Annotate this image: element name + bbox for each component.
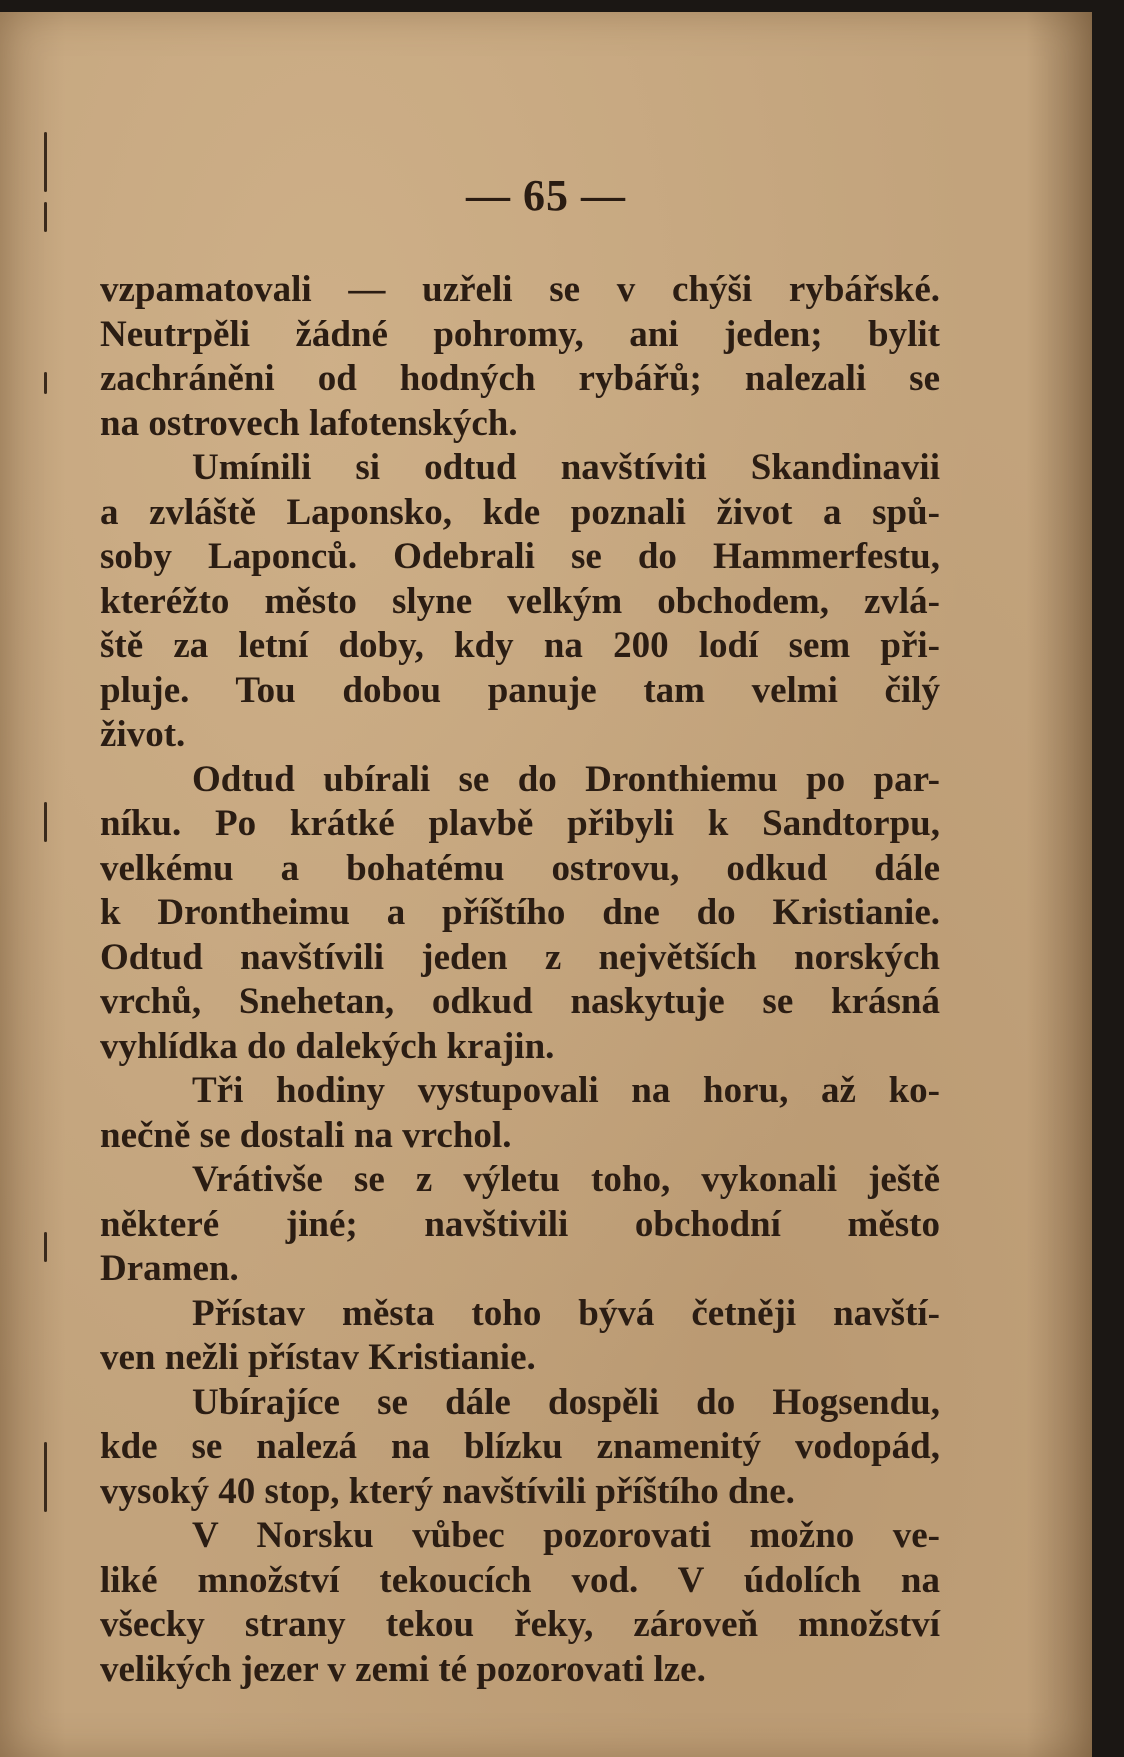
text-line: a zvláště Laponsko, kde poznali život a spů- — [100, 491, 940, 533]
text-line: vyhlídka do dalekých krajin. — [100, 1025, 555, 1067]
text-line: velkému a bohatému ostrovu, odkud dále — [100, 847, 940, 889]
text-line: liké množství tekoucích vod. V údolích na — [100, 1559, 940, 1601]
text-line: Dramen. — [100, 1248, 239, 1289]
text-line: Odtud ubírali se do Dronthiemu po par- — [192, 758, 940, 800]
body-text — [100, 268, 940, 1692]
text-line: níku. Po krátké plavbě přibyli k Sandtorpu, — [100, 803, 940, 844]
text-line: kde se nalezá na blízku znamenitý vodopád, — [100, 1426, 940, 1467]
text-line: Neutrpěli žádné pohromy, ani jeden; bylit — [100, 313, 940, 355]
text-line: zachráněni od hodných rybářů; nalezali se — [100, 358, 940, 399]
text-line: ště za letní doby, kdy na 200 lodí sem při- — [100, 625, 940, 666]
text-line: Odtud navštívili jeden z největších norských — [100, 936, 940, 978]
text-line: kteréžto město slyne velkým obchodem, zvlá- — [100, 580, 940, 622]
text-line: Vrátivše se z výletu toho, vykonali ještě — [192, 1159, 940, 1200]
text-line: vzpamatovali — uzřeli se v chýši rybářské. — [100, 269, 940, 310]
spine-binding-marks — [38, 42, 56, 1742]
text-line: ven nežli přístav Kristianie. — [100, 1337, 536, 1378]
text-line: některé jiné; navštivili obchodní město — [100, 1203, 940, 1245]
text-line: Tři hodiny vystupovali na horu, až ko- — [192, 1070, 940, 1111]
text-line: všecky strany tekou řeky, zároveň množství — [100, 1604, 940, 1645]
text-line: pluje. Tou dobou panuje tam velmi čilý — [100, 669, 940, 711]
text-line: velikých jezer v zemi té pozorovati lze. — [100, 1648, 706, 1690]
text-line: nečně se dostali na vrchol. — [100, 1114, 512, 1156]
text-line: soby Laponců. Odebrali se do Hammerfestu, — [100, 536, 940, 577]
text-line: na ostrovech lafotenských. — [100, 402, 518, 444]
text-line: Umínili si odtud navštíviti Skandinavii — [192, 447, 940, 488]
book-page — [0, 12, 1092, 1757]
page-number: — 65 — — [466, 171, 626, 220]
text-line: vysoký 40 stop, který navštívili příštího dne. — [100, 1470, 795, 1512]
text-line: k Drontheimu a příštího dne do Kristianie. — [100, 892, 940, 933]
text-line: V Norsku vůbec pozorovati možno ve- — [192, 1515, 940, 1556]
text-line: Přístav města toho bývá četněji navští- — [192, 1292, 940, 1334]
text-line: Ubírajíce se dále dospěli do Hogsendu, — [192, 1381, 940, 1423]
text-line: vrchů, Snehetan, odkud naskytuje se krásná — [100, 981, 940, 1022]
text-line: život. — [100, 714, 186, 755]
